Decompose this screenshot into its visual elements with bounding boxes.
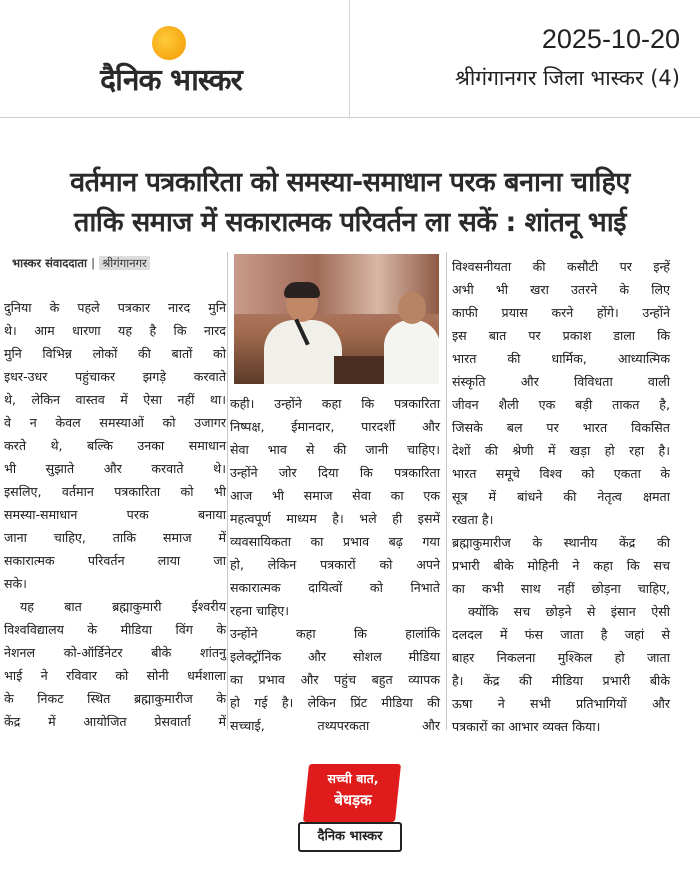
text-line: थे, लेकिन वास्तव में ऐसा नहीं था। xyxy=(4,392,226,407)
article-column-2 xyxy=(230,392,440,737)
text-line: ब्रह्माकुमारीज के स्थानीय केंद्र की xyxy=(452,535,670,550)
article-column-3 xyxy=(452,255,670,738)
text-line: सच्चाई, तथ्यपरकता और xyxy=(230,718,440,733)
text-line: करते थे, बल्कि उनका समाधान xyxy=(4,438,226,453)
text-line: सके। xyxy=(4,576,27,591)
text-line: जिसके बल पर भारत विकसित xyxy=(452,420,670,435)
headline-line-1: वर्तमान पत्रकारिता को समस्या-समाधान परक बनाना चाहिए xyxy=(70,167,630,198)
newspaper-logo: दैनिक भास्कर xyxy=(100,63,242,98)
text-line: विश्वविद्यालय के मीडिया विंग के xyxy=(4,622,226,637)
byline: भास्कर संवाददाता | श्रीगंगानगर xyxy=(12,256,150,271)
text-line: वे न केवल समस्याओं को उजागर xyxy=(4,415,226,430)
text-line: थे। आम धारणा यह है कि नारद xyxy=(4,323,226,338)
news-photo xyxy=(234,254,439,384)
text-line: बाहर निकलना मुश्किल हो जाता xyxy=(452,650,670,665)
text-line: इधर-उधर पहुंचाकर झगड़े करवाते xyxy=(4,369,226,384)
text-line: व्यवसायिकता का प्रभाव बढ़ गया xyxy=(230,534,440,549)
text-line: सकारात्मक परिवर्तन लाया जा xyxy=(4,553,226,568)
badge-tagline-1: सच्ची बात, xyxy=(327,771,379,786)
text-line: है। केंद्र की मीडिया प्रभारी बीके xyxy=(452,673,670,688)
column-divider xyxy=(227,252,228,730)
byline-source: भास्कर संवाददाता xyxy=(12,256,87,270)
text-line: इसलिए, वर्तमान पत्रकारिता को भी xyxy=(4,484,226,499)
text-line: का कभी साथ नहीं छोड़ना चाहिए, xyxy=(452,581,670,596)
text-line: उन्होंने जोर दिया कि पत्रकारिता xyxy=(230,465,440,480)
text-line: ऊषा ने सभी प्रतिभागियों और xyxy=(452,696,670,711)
article-column-1 xyxy=(4,296,226,733)
text-line: मुनि विभिन्न लोकों की बातों को xyxy=(4,346,226,361)
text-line: उन्होंने कहा कि हालांकि xyxy=(230,626,440,641)
text-line: समस्या-समाधान परक बनाया xyxy=(4,507,226,522)
column-divider xyxy=(446,252,447,730)
logo-sun-icon xyxy=(152,26,186,60)
text-line: का प्रभाव और पहुंच बहुत व्यापक xyxy=(230,672,440,687)
text-line: हो, लेकिन पत्रकारों को अपने xyxy=(230,557,440,572)
text-line: संस्कृति और विविधता वाली xyxy=(452,374,670,389)
text-line: प्रभारी बीके मोहिनी ने कहा कि सच xyxy=(452,558,670,573)
header-divider xyxy=(349,0,350,118)
brand-badge xyxy=(298,764,402,856)
text-line: देशों की श्रेणी में खड़ा हो रहा है। xyxy=(452,443,670,458)
headline-line-2: ताकि समाज में सकारात्मक परिवर्तन ला सकें : शांतनू भाई xyxy=(73,207,627,238)
text-line: भी सुझाते और करवाते थे। xyxy=(4,461,226,476)
photo-person xyxy=(384,292,439,384)
text-line: काफी प्रयास करने होंगे। उन्होंने xyxy=(452,305,670,320)
text-line: निष्पक्ष, ईमानदार, पारदर्शी और xyxy=(230,419,440,434)
edition-date: 2025-10-20 xyxy=(541,24,680,54)
text-line: इस बात पर प्रकाश डाला कि xyxy=(452,328,670,343)
text-line: भारत की धार्मिक, आध्यात्मिक xyxy=(452,351,670,366)
text-line: कही। उन्होंने कहा कि पत्रकारिता xyxy=(230,396,440,411)
text-line: नेशनल को-ऑर्डिनेटर बीके शांतनु xyxy=(4,645,226,660)
badge-logo: दैनिक भास्कर xyxy=(298,822,402,852)
text-line: आज भी समाज सेवा का एक xyxy=(230,488,440,503)
text-line: सेवा भाव से की जानी चाहिए। xyxy=(230,442,440,457)
edition-name: श्रीगंगानगर जिला भास्कर (4) xyxy=(454,66,680,90)
text-line: जाना चाहिए, ताकि समाज में xyxy=(4,530,226,545)
text-line: विश्वसनीयता की कसौटी पर इन्हें xyxy=(452,259,670,274)
byline-place: श्रीगंगानगर xyxy=(99,256,150,270)
text-line: इलेक्ट्रॉनिक और सोशल मीडिया xyxy=(230,649,440,664)
text-line: यह बात ब्रह्माकुमारी ईश्वरीय xyxy=(20,599,226,614)
text-line: पत्रकारों का आभार व्यक्त किया। xyxy=(452,719,601,734)
text-line: भाई ने रविवार को सोनी धर्मशाला xyxy=(4,668,226,683)
text-line: रखता है। xyxy=(452,512,494,527)
page-header xyxy=(0,0,700,118)
text-line: सूत्र में बांधने की नेतृत्व क्षमता xyxy=(452,489,670,504)
text-line: अभी भी खरा उतरने के लिए xyxy=(452,282,670,297)
text-line: सकारात्मक दायित्वों को निभाते xyxy=(230,580,440,595)
text-line: रहना चाहिए। xyxy=(230,603,290,618)
text-line: के निकट स्थित ब्रह्माकुमारीज के xyxy=(4,691,226,706)
text-line: क्योंकि सच छोड़ने से इंसान ऐसी xyxy=(468,604,670,619)
text-line: हो गई है। लेकिन प्रिंट मीडिया की xyxy=(230,695,440,710)
text-line: दलदल में फंस जाता है जहां से xyxy=(452,627,670,642)
text-line: भारत समूचे विश्व को एकता के xyxy=(452,466,670,481)
text-line: दुनिया के पहले पत्रकार नारद मुनि xyxy=(4,300,226,315)
text-line: महत्वपूर्ण माध्यम है। भले ही इसमें xyxy=(230,511,440,526)
badge-tagline-2: बेधड़क xyxy=(334,791,372,809)
text-line: केंद्र में आयोजित प्रेसवार्ता में xyxy=(4,714,226,729)
text-line: जीवन शैली एक बड़ी ताकत है, xyxy=(452,397,670,412)
